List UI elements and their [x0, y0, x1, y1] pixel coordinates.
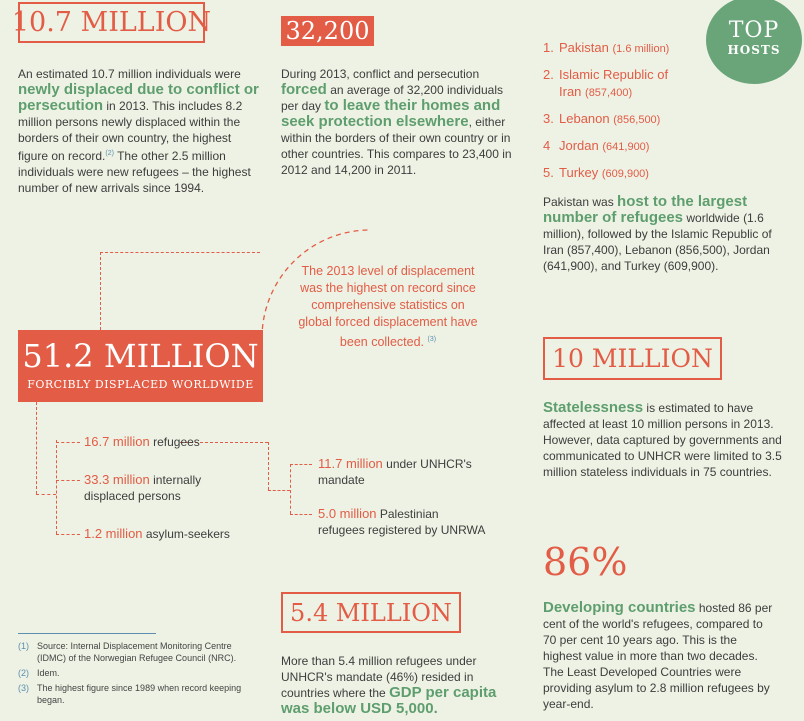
title-10-7-million: 10.7 MILLION [18, 2, 205, 43]
main-total-box: 51.2 MILLION FORCIBLY DISPLACED WORLDWIDE [18, 330, 263, 402]
record-note: The 2013 level of displacement was the highest on record since comprehensive statistics on global forced displacement have been collected. $^{(3)}$ [298, 264, 478, 350]
list-item: 1. Pakistan (1.6 million) [543, 40, 670, 55]
breakdown-idps: 33.3 million internally displaced persons [84, 472, 202, 503]
gdp-paragraph: More than 5.4 million refugees under UNHCR's mandate (46%) resided in countries where the GDP per capita was below USD 5,000. [281, 654, 497, 717]
footnote-item: (3) The highest figure since 1989 when record keeping began. [18, 683, 242, 705]
title-5-4-million: 5.4 MILLION [281, 592, 461, 633]
per-day-paragraph: During 2013, conflict and persecution forced an average of 32,200 individuals per day to leave their homes and seek protection elsewhere, either within the borders of their own country or in other countries. This compares to 23,400 in 2012 and 14,200 in 2011. [281, 67, 512, 177]
connector [56, 480, 80, 481]
top-hosts-paragraph: Pakistan was host to the largest number of refugees worldwide (1.6 million), followed by the Islamic Republic of Iran (857,400), Lebanon (856,500), Jordan (641,900), and Turkey (609,900). [543, 193, 772, 273]
footnote-item: (2) Idem. [18, 668, 60, 678]
connector [268, 442, 269, 490]
footnote-item: (1) Source: Internal Displacement Monitoring Centre (IDMC) of the Norwegian Refugee Council (NRC). [18, 641, 237, 663]
connector [290, 514, 312, 515]
refugees-unhcr: 11.7 million under UNHCR's mandate [318, 456, 472, 487]
footnote-divider [18, 633, 156, 634]
top-hosts-list [543, 39, 703, 183]
title-10-million: 10 MILLION [543, 337, 722, 380]
connector [100, 252, 101, 330]
title-32200: 32,200 [281, 16, 374, 46]
connector [56, 440, 57, 534]
connector [56, 442, 80, 443]
connector [56, 534, 80, 535]
breakdown-asylum: 1.2 million asylum-seekers [84, 526, 230, 541]
connector [36, 494, 56, 495]
connector [268, 490, 290, 491]
list-item: 5. Turkey (609,900) [543, 165, 649, 180]
developing-paragraph: Developing countries hosted 86 per cent of the world's refugees, compared to 70 per cent 10 years ago. This is the highest value in more than two decades. The Least Developed Countries were providing asylum to 2.8 million refugees by year-end. [543, 599, 773, 711]
connector [36, 402, 37, 494]
list-item: 3. Lebanon (856,500) [543, 111, 661, 126]
top-hosts-badge: TOP HOSTS [706, 0, 802, 84]
displacement-paragraph: An estimated 10.7 million individuals were newly displaced due to conflict or persecution in 2013. This includes 8.2 million persons newly displaced within the borders of their own country, the highest figure on record.$^{(2)}$ The other 2.5 million individuals were new refugees – the highest number of new arrivals since 1994. [18, 67, 259, 195]
list-item: 4 Jordan (641,900) [543, 138, 650, 153]
list-item: 2. Islamic Republic of Iran (857,400) [543, 67, 669, 99]
connector [100, 252, 260, 253]
title-86-percent: 86% [543, 540, 628, 584]
footnotes [18, 640, 258, 706]
breakdown-refugees: 16.7 million refugees [84, 434, 200, 449]
connector [290, 464, 312, 465]
stateless-paragraph: Statelessness is estimated to have affected at least 10 million persons in 2013. However, data captured by governments and communicated to UNHCR were limited to 3.5 million stateless individuals in 75 countries. [543, 399, 782, 479]
connector [290, 464, 291, 514]
refugees-unrwa: 5.0 million Palestinian refugees registered by UNRWA [318, 506, 486, 537]
